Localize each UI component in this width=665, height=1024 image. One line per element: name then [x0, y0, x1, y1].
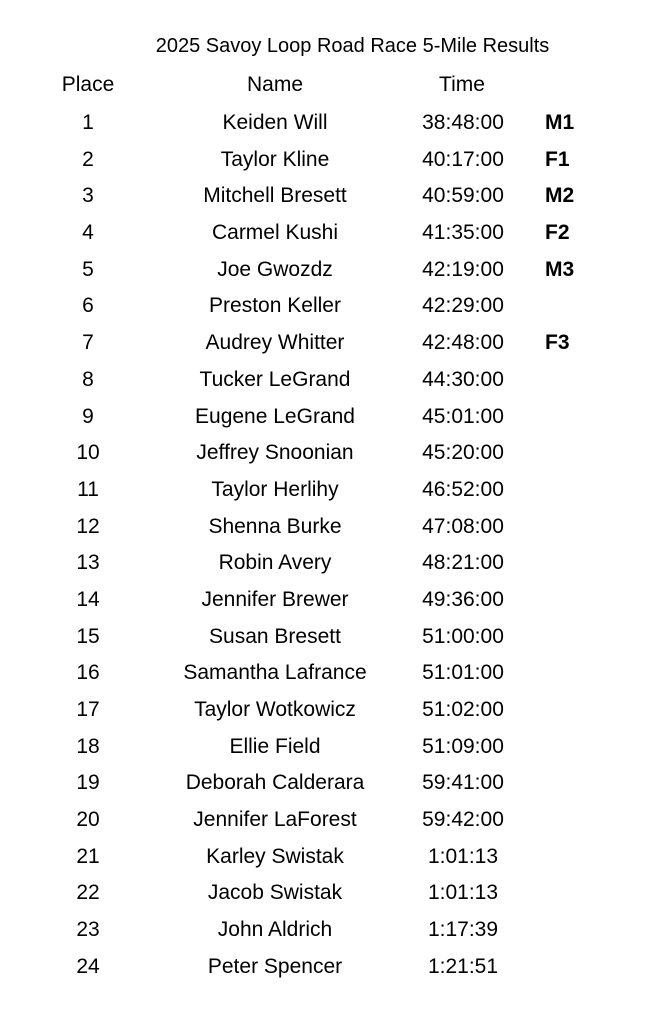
runner-name-cell: Deborah Calderara — [185, 771, 365, 795]
page-title: 2025 Savoy Loop Road Race 5-Mile Results — [155, 35, 550, 57]
finish-time-cell: 42:29:00 — [422, 294, 504, 318]
table-row — [0, 509, 665, 546]
table-row — [0, 105, 665, 142]
place-cell: 23 — [76, 918, 100, 942]
finish-time-cell: 51:01:00 — [422, 661, 504, 685]
place-cell: 15 — [76, 624, 100, 648]
place-cell: 16 — [76, 661, 100, 685]
finish-time-cell: 51:09:00 — [422, 734, 504, 758]
finish-time-cell: 38:48:00 — [422, 111, 504, 134]
table-row — [0, 142, 665, 179]
runner-name-cell: Carmel Kushi — [211, 221, 339, 245]
table-row — [0, 545, 665, 582]
place-cell: 18 — [76, 734, 100, 758]
finish-time-cell: 1:01:13 — [427, 881, 499, 905]
finish-time-cell: 51:02:00 — [422, 698, 504, 721]
runner-name-cell: Shenna Burke — [208, 514, 342, 538]
finish-time-cell: 40:17:00 — [422, 147, 504, 171]
place-cell: 2 — [82, 147, 94, 171]
runner-name-cell: Jennifer LaForest — [193, 808, 357, 832]
column-header-place: Place — [61, 73, 115, 96]
table-row — [0, 435, 665, 472]
runner-name-cell: Taylor Herlihy — [211, 477, 339, 501]
award-cell: M1 — [545, 111, 575, 134]
place-cell: 7 — [82, 331, 94, 355]
table-row — [0, 399, 665, 436]
award-cell: M2 — [545, 184, 575, 208]
runner-name-cell: Joe Gwozdz — [217, 257, 333, 281]
place-cell: 21 — [76, 844, 100, 868]
finish-time-cell: 45:20:00 — [422, 441, 504, 465]
runner-name-cell: Susan Bresett — [209, 624, 341, 648]
column-header-name: Name — [246, 73, 304, 96]
finish-time-cell: 42:19:00 — [422, 257, 504, 281]
runner-name-cell: Preston Keller — [209, 294, 341, 318]
table-row — [0, 949, 665, 986]
finish-time-cell: 1:21:51 — [427, 954, 499, 978]
runner-name-cell: Keiden Will — [222, 111, 328, 134]
place-cell: 14 — [76, 587, 100, 611]
table-row — [0, 802, 665, 839]
table-row — [0, 619, 665, 656]
runner-name-cell: Karley Swistak — [206, 844, 344, 868]
place-cell: 12 — [76, 514, 100, 538]
place-cell: 17 — [76, 698, 100, 721]
place-cell: 22 — [76, 881, 100, 905]
table-row — [0, 582, 665, 619]
finish-time-cell: 48:21:00 — [422, 551, 504, 575]
runner-name-cell: Jennifer Brewer — [201, 587, 349, 611]
column-header-time: Time — [439, 73, 485, 96]
place-cell: 1 — [82, 111, 94, 134]
table-row — [0, 288, 665, 325]
place-cell: 9 — [82, 404, 94, 428]
finish-time-cell: 1:01:13 — [427, 844, 499, 868]
runner-name-cell: Peter Spencer — [207, 954, 343, 978]
place-cell: 10 — [76, 441, 100, 465]
award-cell: F3 — [545, 331, 570, 355]
table-row — [0, 875, 665, 912]
table-row — [0, 325, 665, 362]
finish-time-cell: 45:01:00 — [422, 404, 504, 428]
award-cell: F1 — [545, 147, 570, 171]
finish-time-cell: 44:30:00 — [422, 367, 504, 391]
place-cell: 3 — [82, 184, 94, 208]
runner-name-cell: Eugene LeGrand — [195, 404, 355, 428]
place-cell: 20 — [76, 808, 100, 832]
finish-time-cell: 59:41:00 — [422, 771, 504, 795]
award-cell: M3 — [545, 257, 575, 281]
table-row — [0, 252, 665, 289]
table-row — [0, 765, 665, 802]
place-cell: 11 — [77, 477, 99, 501]
runner-name-cell: Taylor Wotkowicz — [194, 698, 356, 721]
place-cell: 5 — [82, 257, 94, 281]
runner-name-cell: Ellie Field — [229, 734, 321, 758]
runner-name-cell: Samantha Lafrance — [183, 661, 367, 685]
table-row — [0, 729, 665, 766]
finish-time-cell: 1:17:39 — [427, 918, 499, 942]
runner-name-cell: Tucker LeGrand — [199, 367, 351, 391]
place-cell: 24 — [76, 954, 100, 978]
runner-name-cell: Mitchell Bresett — [203, 184, 347, 208]
table-row — [0, 362, 665, 399]
table-row — [0, 215, 665, 252]
table-row — [0, 178, 665, 215]
finish-time-cell: 40:59:00 — [422, 184, 504, 208]
finish-time-cell: 47:08:00 — [422, 514, 504, 538]
place-cell: 6 — [82, 294, 94, 318]
place-cell: 8 — [82, 367, 94, 391]
runner-name-cell: Jeffrey Snoonian — [196, 441, 354, 465]
runner-name-cell: John Aldrich — [217, 918, 333, 942]
table-row — [0, 839, 665, 876]
results-table — [0, 105, 665, 986]
table-row — [0, 655, 665, 692]
place-cell: 13 — [76, 551, 100, 575]
table-row — [0, 692, 665, 729]
runner-name-cell: Jacob Swistak — [207, 881, 343, 905]
finish-time-cell: 51:00:00 — [422, 624, 504, 648]
runner-name-cell: Robin Avery — [218, 551, 332, 575]
runner-name-cell: Taylor Kline — [220, 147, 330, 171]
table-row — [0, 472, 665, 509]
finish-time-cell: 49:36:00 — [422, 587, 504, 611]
finish-time-cell: 42:48:00 — [422, 331, 504, 355]
table-row — [0, 912, 665, 949]
finish-time-cell: 59:42:00 — [422, 808, 504, 832]
place-cell: 4 — [82, 221, 94, 245]
finish-time-cell: 41:35:00 — [422, 221, 504, 245]
runner-name-cell: Audrey Whitter — [205, 331, 345, 355]
award-cell: F2 — [545, 221, 570, 245]
place-cell: 19 — [76, 771, 100, 795]
finish-time-cell: 46:52:00 — [422, 477, 504, 501]
